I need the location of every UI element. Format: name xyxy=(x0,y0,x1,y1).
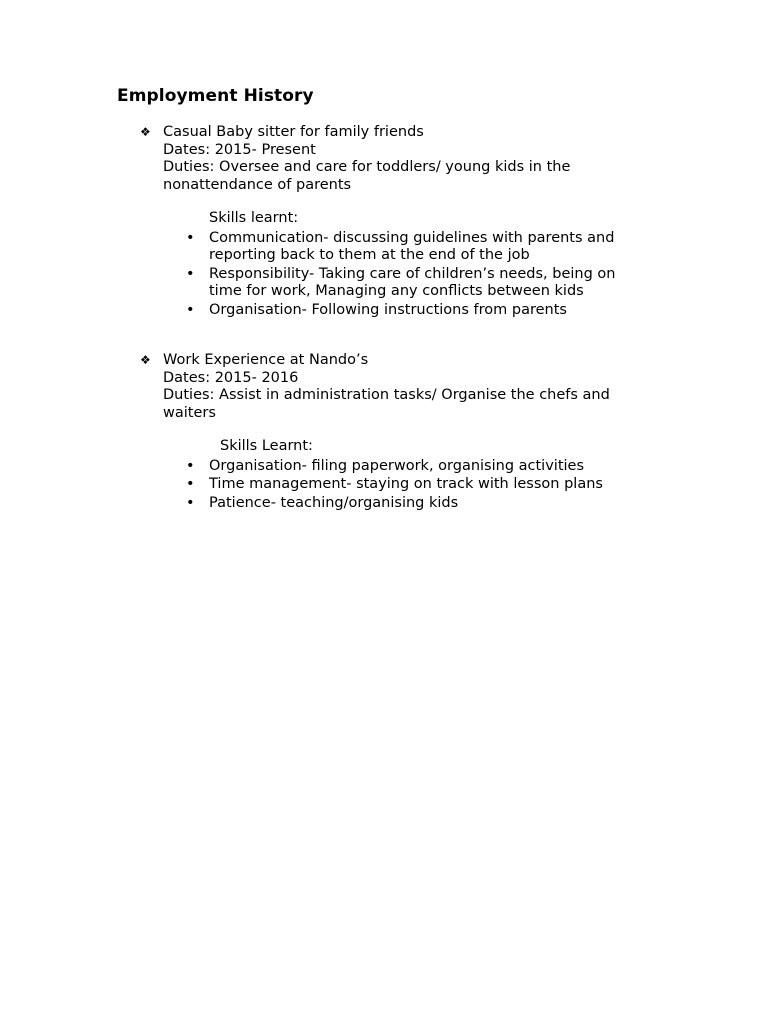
skill-item xyxy=(140,230,649,265)
round-bullet-icon: • xyxy=(186,476,195,492)
entry-title: Work Experience at Nando’s xyxy=(163,352,369,368)
entry-duties: Duties: Assist in administration tasks/ Organise the chefs and waiters xyxy=(163,387,610,421)
skill-item xyxy=(140,302,649,320)
diamond-bullet-icon: ❖ xyxy=(140,125,151,139)
skill-text: Time management- staying on track with lesson plans xyxy=(209,476,603,492)
round-bullet-icon: • xyxy=(186,301,195,318)
round-bullet-icon: • xyxy=(186,265,195,282)
entry-duties: Duties: Oversee and care for toddlers/ young kids in the nonattendance of parents xyxy=(163,159,571,193)
round-bullet-icon: • xyxy=(186,494,195,511)
entry-dates: Dates: 2015- Present xyxy=(163,141,316,158)
skill-text: Communication- discussing guidelines with parents and reporting back to them at the end of the job xyxy=(209,229,615,263)
skill-text: Responsibility- Taking care of children’s needs, being on time for work, Managing any conflicts between kids xyxy=(209,265,616,299)
employment-entry xyxy=(140,352,660,513)
skills-label: Skills learnt: xyxy=(209,210,299,226)
skills-list xyxy=(140,458,660,513)
skill-text: Organisation- Following instructions from parents xyxy=(209,301,567,318)
diamond-bullet-icon: ❖ xyxy=(140,353,151,367)
skill-item xyxy=(140,458,660,476)
employment-entry xyxy=(140,124,660,320)
round-bullet-icon: • xyxy=(186,229,195,246)
skill-item xyxy=(140,266,649,301)
entry-dates: Dates: 2015- 2016 xyxy=(163,369,299,386)
skills-label: Skills Learnt: xyxy=(220,438,313,454)
entry-title: Casual Baby sitter for family friends xyxy=(163,124,424,140)
skills-list xyxy=(140,230,660,320)
skill-text: Organisation- filing paperwork, organising activities xyxy=(209,457,585,474)
entry-header xyxy=(140,124,660,194)
skill-item xyxy=(140,495,660,513)
entry-header xyxy=(140,352,660,422)
skill-item xyxy=(140,476,660,494)
round-bullet-icon: • xyxy=(186,457,195,474)
section-heading: Employment History xyxy=(117,86,314,106)
skill-text: Patience- teaching/organising kids xyxy=(209,494,459,511)
